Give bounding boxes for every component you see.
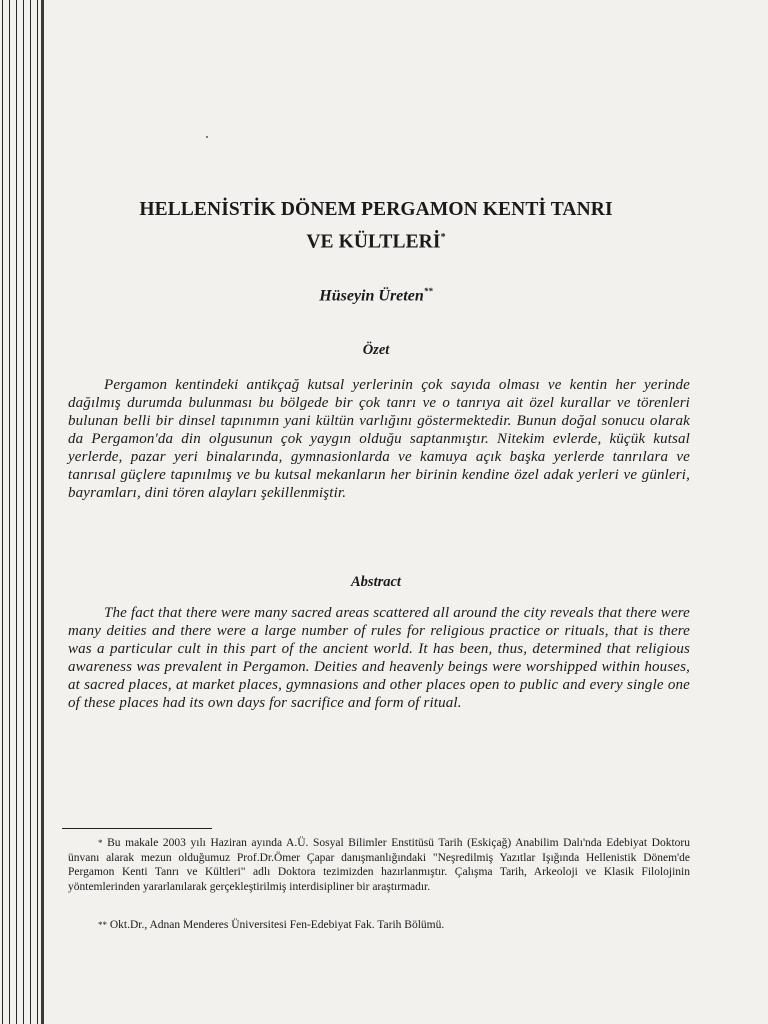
footnote-1-mark: * (98, 838, 103, 848)
author-text: Hüseyin Üreten (319, 287, 424, 305)
document-page (62, 0, 690, 1024)
footnote-2-mark: ** (98, 920, 107, 930)
title-footnote-mark: * (440, 232, 446, 243)
title-line-2 (62, 224, 690, 257)
footnote-1-text: Bu makale 2003 yılı Haziran ayında A.Ü. Sosyal Bilimler Enstitüsü Tarih (Eskiçağ) Anabilim Dalı'nda Edebiyat Doktoru ünvanı alarak mezun olduğumuz Prof.Dr.Ömer Çapar danışmanlığındaki "Neşredilmiş Yazıtlar Işığında Hellenistik Dönem'de Pergamon Kenti Tanrı ve Kültleri" adlı Doktora tezimizden hazırlanmıştır. Çalışma Tarih, Arkeoloji ve Klasik Filolojinin yöntemlerinden yararlanılarak gerçekleştirilmiş interdisipliner bir araştırmadır. (68, 837, 691, 893)
abstract-paragraph: The fact that there were many sacred areas scattered all around the city reveals that there were many deities and there were a large number of rules for religious practice or rituals, that is there was a particular cult in this part of the ancient world. It has been, thus, determined that religious awareness was prevalent in Pergamon. Deities and heavenly beings were worshipped within houses, at sacred places, at market places, gymnasions and other places open to public and every single one of these places had its own days for sacrifice and form of ritual. (68, 605, 690, 711)
footnote-2-text: Okt.Dr., Adnan Menderes Üniversitesi Fen-Edebiyat Fak. Tarih Bölümü. (109, 919, 445, 931)
footnote-1 (68, 836, 690, 894)
title-line-1: HELLENİSTİK DÖNEM PERGAMON KENTİ TANRI (139, 199, 613, 220)
author-footnote-mark: ** (423, 286, 433, 296)
ozet-paragraph: Pergamon kentindeki antikçağ kutsal yerlerinin çok sayıda olması ve kentin her yerinde dağılmış durumda bulunması bu bölgede bir çok tanrı ve o tanrıya ait özel kurallar ve törenleri bulunan belli bir dinsel tapınımın yani kültün varlığını göstermektedir. Bunun doğal sonucu olarak da Pergamon'da din olgusunun çok yaygın olduğu saptanmıştır. Nitekim evlerde, küçük kutsal yerlerde, pazar yeri binalarında, gymnasionlarda ve kamuya açık başka yerlerde tanrılara ve tanrısal güçlere tapınılmış ve bu kutsal mekanların her birinin kendine özel adak yerleri ve günleri, bayramları, dini tören alayları şekillenmiştir. (68, 377, 690, 501)
title-line-2-text: VE KÜLTLERİ (306, 231, 441, 253)
page-speck (206, 136, 208, 138)
footnote-separator (62, 828, 212, 829)
footnote-2 (68, 918, 690, 933)
abstract-heading: Abstract (351, 574, 401, 590)
author-name (62, 286, 690, 305)
article-title (62, 196, 690, 257)
book-binding-edge (0, 0, 44, 1024)
ozet-heading: Özet (362, 342, 390, 358)
